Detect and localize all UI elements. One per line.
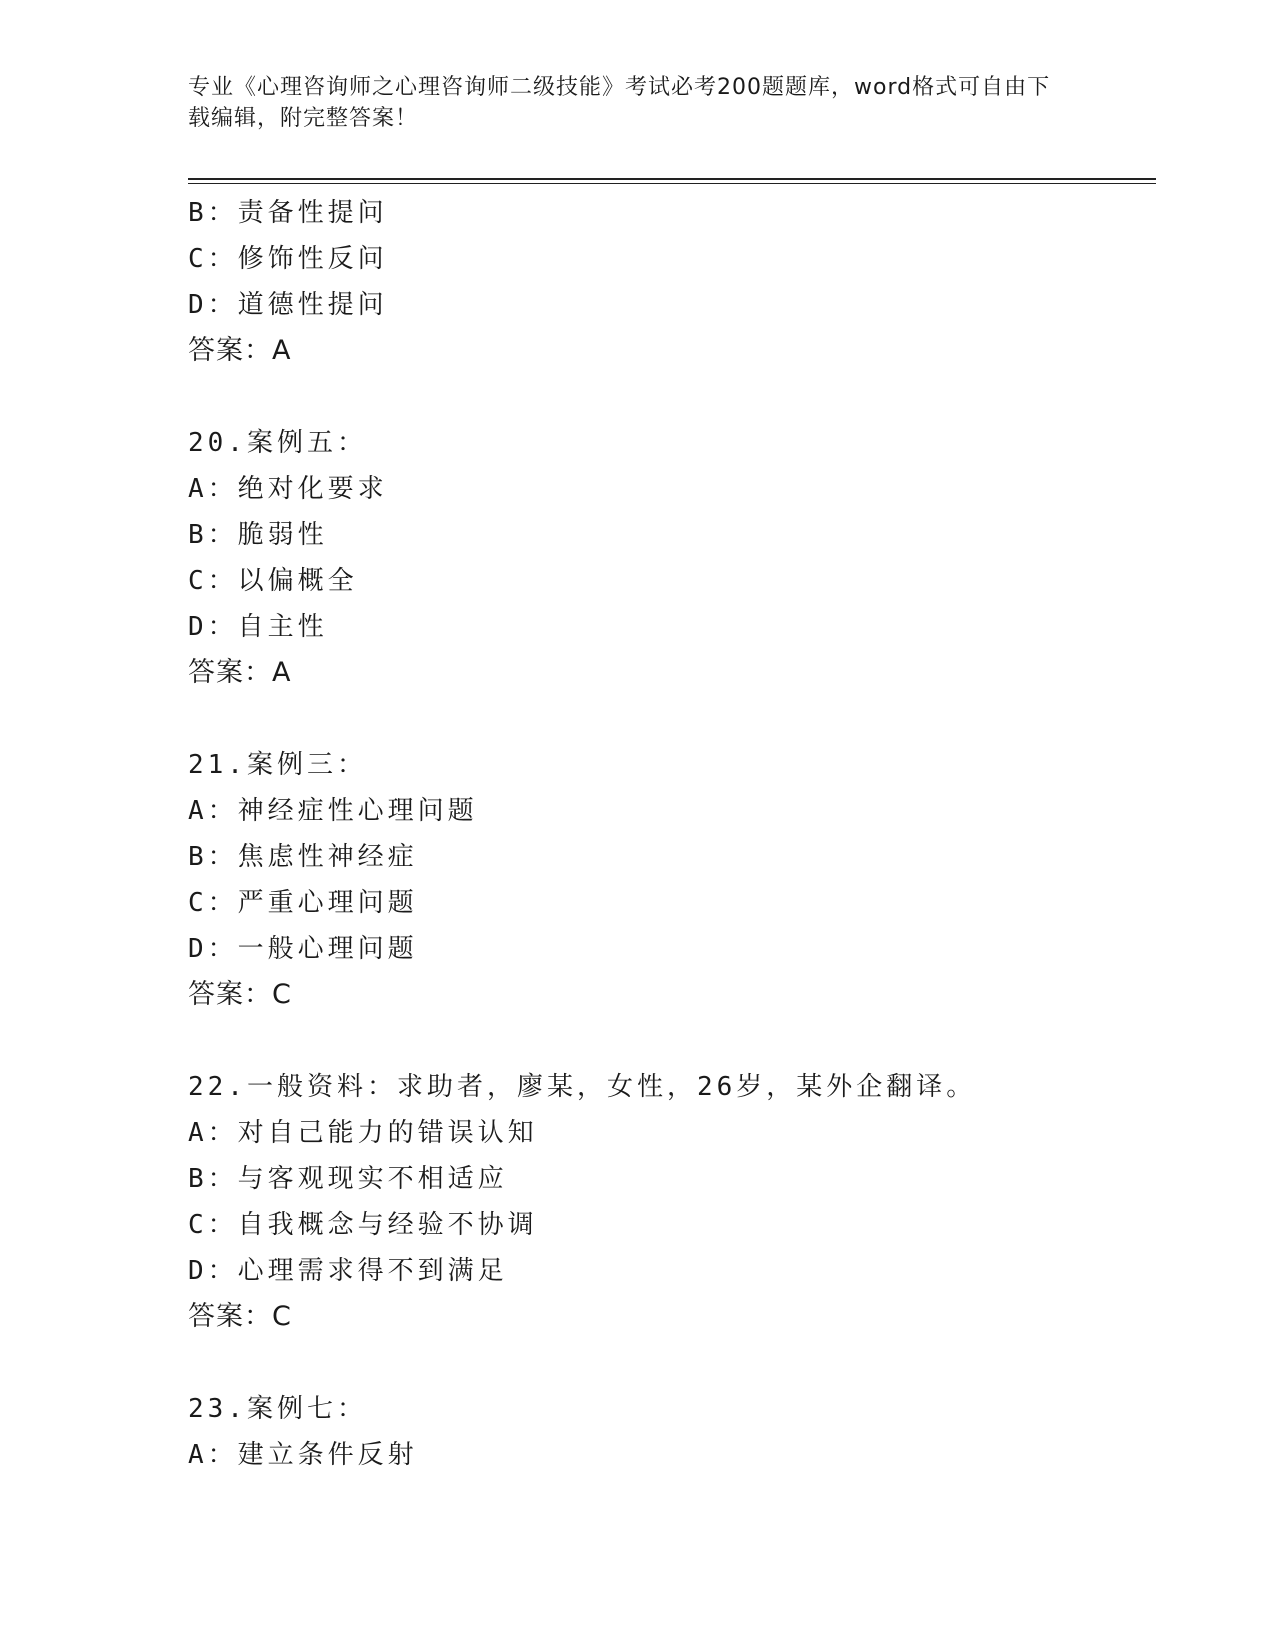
option-line: D：心理需求得不到满足 bbox=[188, 1256, 508, 1286]
header-divider-thick bbox=[188, 178, 1156, 180]
question-line: 21.案例三： bbox=[188, 750, 367, 780]
option-line: A：建立条件反射 bbox=[188, 1440, 418, 1470]
option-line: D：一般心理问题 bbox=[188, 934, 418, 964]
question-list bbox=[188, 190, 1148, 1478]
option-line: B：焦虑性神经症 bbox=[188, 842, 418, 872]
answer-line: 答案：C bbox=[188, 979, 292, 1010]
option-line: C：以偏概全 bbox=[188, 566, 358, 596]
option-line: D：道德性提问 bbox=[188, 290, 388, 320]
option-line: D：自主性 bbox=[188, 612, 328, 642]
answer-line: 答案：A bbox=[188, 335, 292, 366]
option-line: A：神经症性心理问题 bbox=[188, 796, 478, 826]
option-line: B：与客观现实不相适应 bbox=[188, 1164, 508, 1194]
question-line: 22.一般资料：求助者，廖某，女性，26岁，某外企翻译。 bbox=[188, 1072, 977, 1102]
option-line: A：对自己能力的错误认知 bbox=[188, 1118, 538, 1148]
question-line: 23.案例七： bbox=[188, 1394, 367, 1424]
document-header: 专业《心理咨询师之心理咨询师二级技能》考试必考200题题库，word格式可自由下载编辑，附完整答案！ bbox=[188, 75, 1051, 131]
header-divider-thin bbox=[188, 183, 1156, 184]
answer-line: 答案：A bbox=[188, 657, 292, 688]
option-line: C：自我概念与经验不协调 bbox=[188, 1210, 538, 1240]
option-line: B：脆弱性 bbox=[188, 520, 328, 550]
option-line: C：严重心理问题 bbox=[188, 888, 418, 918]
option-line: A：绝对化要求 bbox=[188, 474, 388, 504]
option-line: B：责备性提问 bbox=[188, 198, 388, 228]
question-line: 20.案例五： bbox=[188, 428, 367, 458]
option-line: C：修饰性反问 bbox=[188, 244, 388, 274]
answer-line: 答案：C bbox=[188, 1301, 292, 1332]
